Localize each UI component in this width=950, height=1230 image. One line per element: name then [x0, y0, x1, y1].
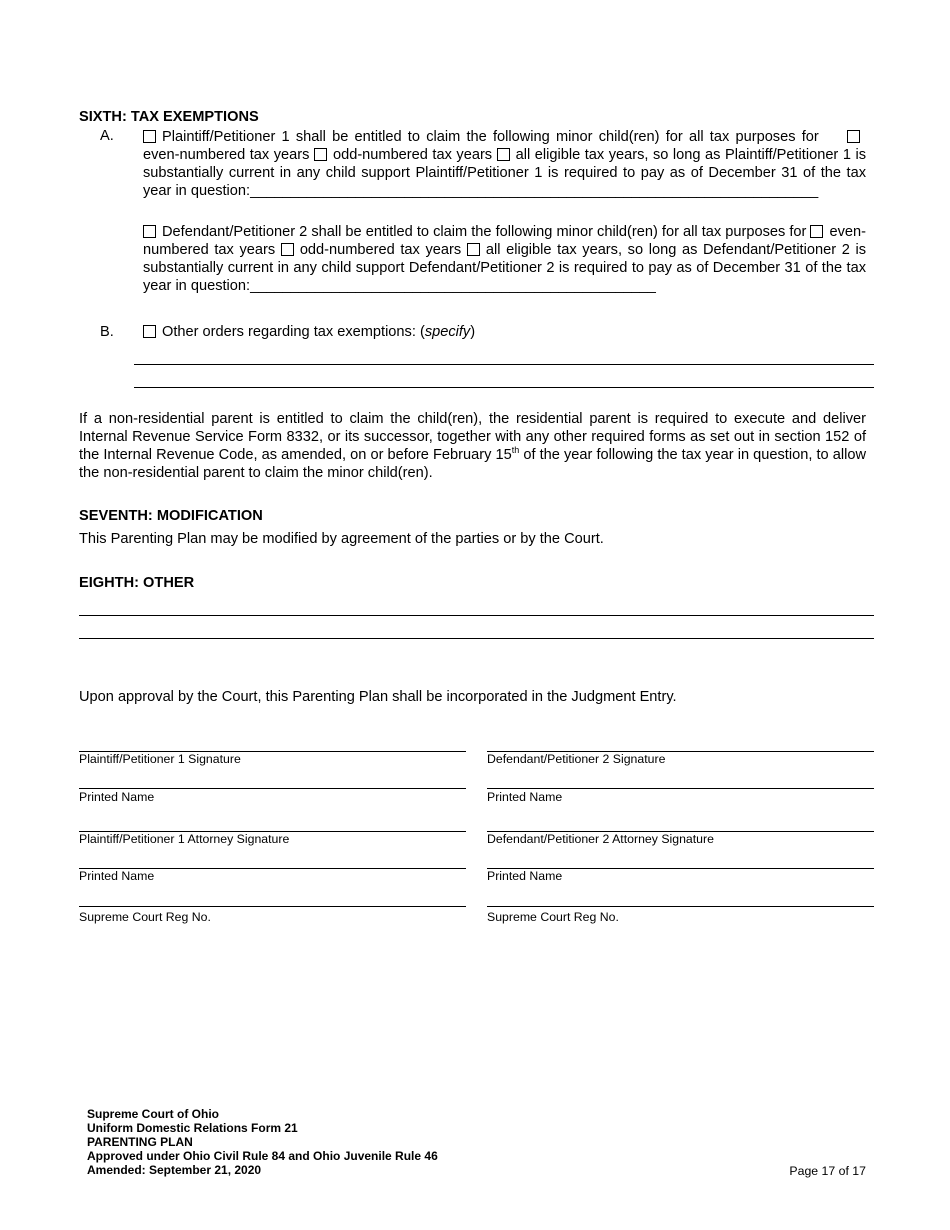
defendant-odd-years-label: odd-numbered tax years — [299, 242, 462, 258]
section-heading-sixth: SIXTH: TAX EXEMPTIONS — [79, 109, 259, 125]
plaintiff-all-years-label: all eligible tax years, so long as Plaintiff/Petitioner 1 is substantially current in any child support Plaintiff/Petitioner 1 is required to pay as of December 31 of the tax year in question: — [143, 147, 866, 199]
plaintiff-signature-label: Plaintiff/Petitioner 1 Signature — [79, 752, 241, 766]
page-number: Page 17 of 17 — [789, 1164, 866, 1178]
specify-text: specify — [424, 324, 471, 340]
defendant-attorney-name-label: Printed Name — [487, 869, 563, 883]
plaintiff-reg-no-label: Supreme Court Reg No. — [79, 910, 211, 924]
plaintiff-odd-years-checkbox[interactable] — [314, 148, 327, 161]
form-footer — [87, 1107, 438, 1177]
plaintiff-attorney-signature-label: Plaintiff/Petitioner 1 Attorney Signature — [79, 832, 290, 846]
plaintiff-printed-name-label: Printed Name — [79, 790, 155, 804]
section-heading-eighth: EIGHTH: OTHER — [79, 575, 195, 591]
defendant-even-years-label: even-numbered tax years — [143, 224, 866, 258]
non-residential-text: If a non-residential parent is entitled to claim the child(ren), the residential parent is required to execute and deliver Internal Revenue Service Form 8332, or its successor, together with any other required forms as set out in section 152 of the Internal Revenue Code, as amended, on or before February 15 — [79, 411, 866, 463]
other-line-2[interactable] — [79, 638, 874, 639]
defendant-odd-years-checkbox[interactable] — [281, 243, 294, 256]
plaintiff-children-blank[interactable]: ______________________________________________________________________ — [250, 183, 819, 199]
defendant-all-years-label: all eligible tax years, so long as Defendant/Petitioner 2 is substantially current in any child support Defendant/Petitioner 2 is required to pay as of December 31 of the tax year in question: — [143, 242, 867, 294]
footer-form-name: Uniform Domestic Relations Form 21 — [87, 1121, 298, 1135]
other-orders-label: Other orders regarding tax exemptions: ( — [162, 324, 425, 340]
defendant-all-years-checkbox[interactable] — [467, 243, 480, 256]
tax-claim-defendant-paragraph — [143, 223, 866, 295]
footer-amended-date: Amended: September 21, 2020 — [87, 1163, 262, 1177]
defendant-printed-name-line[interactable] — [487, 788, 874, 789]
other-orders-line-2[interactable] — [134, 387, 874, 388]
approval-text: Upon approval by the Court, this Parenting Plan shall be incorporated in the Judgment Entry. — [79, 689, 677, 705]
other-orders-close: ) — [470, 324, 476, 340]
plaintiff-claim-lead: Plaintiff/Petitioner 1 shall be entitled to claim the following minor child(ren) for all tax purposes for — [162, 129, 819, 145]
defendant-claim-checkbox[interactable] — [143, 225, 156, 238]
plaintiff-printed-name-line[interactable] — [79, 788, 466, 789]
plaintiff-claim-checkbox[interactable] — [143, 130, 156, 143]
defendant-printed-name-label: Printed Name — [487, 790, 563, 804]
plaintiff-reg-no-line[interactable] — [79, 906, 466, 907]
other-orders-checkbox[interactable] — [143, 325, 156, 338]
defendant-claim-lead: Defendant/Petitioner 2 shall be entitled to claim the following minor child(ren) for all tax purposes for — [162, 224, 807, 240]
section-heading-seventh: SEVENTH: MODIFICATION — [79, 508, 263, 524]
footer-plan-title: PARENTING PLAN — [87, 1135, 193, 1149]
non-residential-text-end: of the year following the tax year in question, to allow the non-residential parent to claim the minor child(ren). — [79, 447, 866, 481]
defendant-signature-label: Defendant/Petitioner 2 Signature — [487, 752, 666, 766]
other-line-1[interactable] — [79, 615, 874, 616]
defendant-reg-no-label: Supreme Court Reg No. — [487, 910, 619, 924]
defendant-even-years-checkbox[interactable] — [810, 225, 823, 238]
defendant-reg-no-line[interactable] — [487, 906, 874, 907]
plaintiff-even-years-label: even-numbered tax years — [143, 147, 310, 163]
plaintiff-odd-years-label: odd-numbered tax years — [332, 147, 493, 163]
item-label-b: B. — [100, 324, 114, 340]
item-label-a: A. — [100, 128, 114, 144]
defendant-children-blank[interactable]: __________________________________________________ — [250, 278, 656, 294]
plaintiff-all-years-checkbox[interactable] — [497, 148, 510, 161]
plaintiff-attorney-name-label: Printed Name — [79, 869, 155, 883]
defendant-attorney-signature-label: Defendant/Petitioner 2 Attorney Signature — [487, 832, 714, 846]
footer-court: Supreme Court of Ohio — [87, 1107, 219, 1121]
footer-approval-rules: Approved under Ohio Civil Rule 84 and Ohio Juvenile Rule 46 — [87, 1149, 438, 1163]
modification-text: This Parenting Plan may be modified by agreement of the parties or by the Court. — [79, 531, 604, 547]
non-residential-paragraph — [79, 410, 866, 482]
superscript-th: th — [511, 445, 520, 456]
tax-claim-plaintiff-paragraph — [143, 128, 866, 200]
plaintiff-even-years-checkbox[interactable] — [847, 130, 860, 143]
other-orders-line-1[interactable] — [134, 364, 874, 365]
other-orders-row — [143, 324, 475, 340]
